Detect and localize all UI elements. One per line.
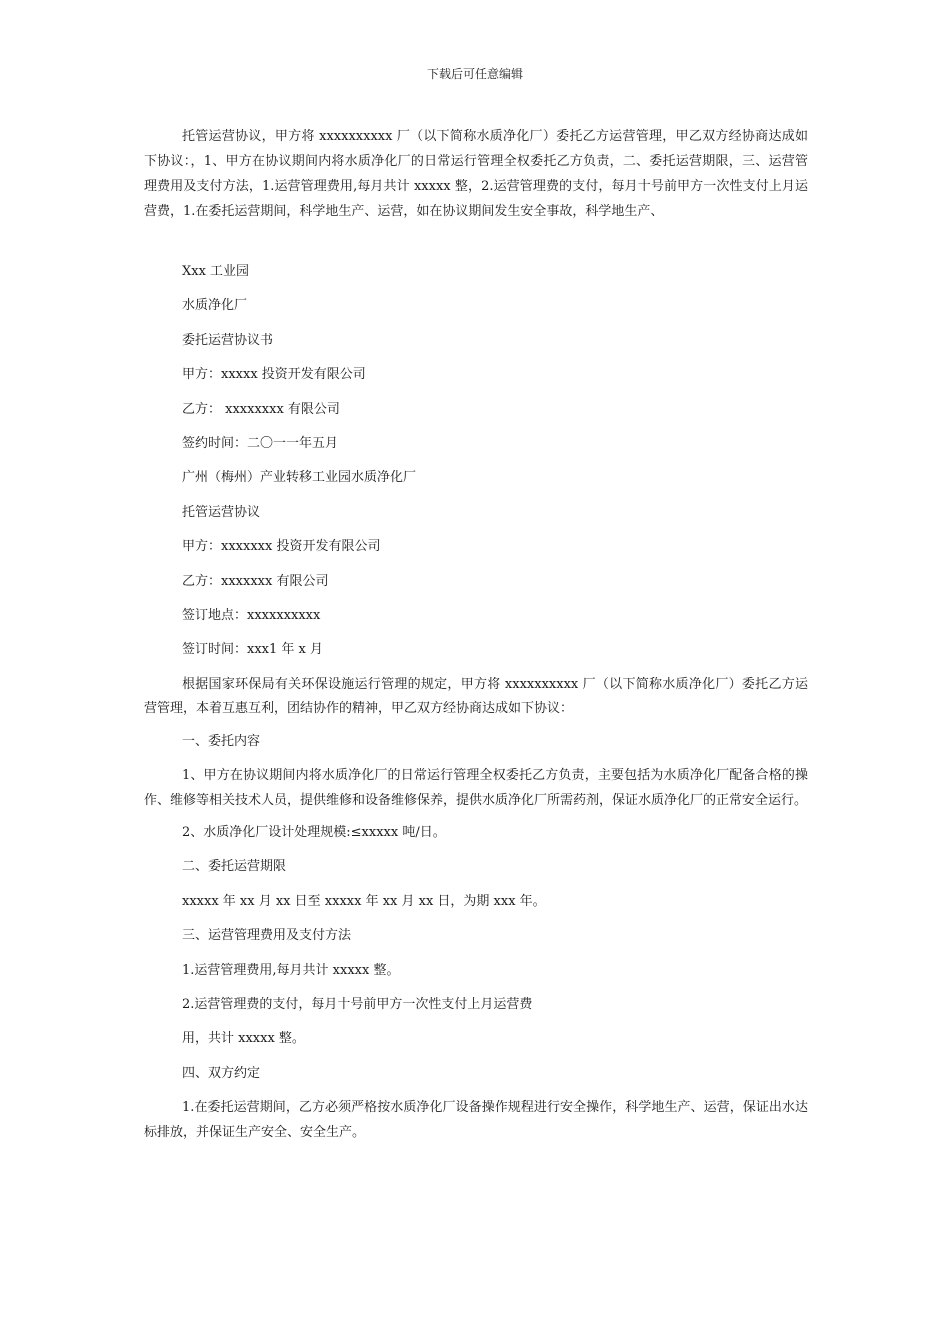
intro-summary: 托管运营协议，甲方将 xxxxxxxxxx 厂（以下简称水质净化厂）委托乙方运营管理，甲乙双方经协商达成如下协议：，1、甲方在协议期间内将水质净化厂的日常运行管理全权委托乙方负责，二、委托运营期限，三、运营管理费用及支付方法，1.运营管理费用,每月共计 xxxxx 整，2.运营管理费的支付，每月十号前甲方一次性支付上月运营费，1.在委托运营期间，科学地生产、运营，如在协议期间发生安全事故，科学地生产、 — [144, 129, 808, 219]
cover-sign-time: 签约时间：二〇一一年五月 — [182, 435, 339, 451]
document-body — [144, 124, 808, 1155]
section-1-clause-1: 1、甲方在协议期间内将水质净化厂的日常运行管理全权委托乙方负责，主要包括为水质净化厂配备合格的操作、维修等相关技术人员，提供维修和设备维修保养，提供水质净化厂所需药剂，保证水质净化厂的正常安全运行。 — [144, 768, 808, 808]
agreement-title: 托管运营协议 — [182, 504, 261, 520]
page-header: 下载后可任意编辑 — [426, 67, 523, 81]
section-3-clause-2: 2.运营管理费的支付，每月十号前甲方一次性支付上月运营费 — [182, 997, 533, 1013]
section-3-clause-2-cont: 用，共计 xxxxx 整。 — [182, 1031, 305, 1047]
cover-party-a: 甲方：xxxxx 投资开发有限公司 — [182, 367, 366, 383]
cover-park: Xxx 工业园 — [182, 264, 250, 279]
agreement-party-a: 甲方：xxxxxxx 投资开发有限公司 — [182, 539, 381, 555]
agreement-sign-time: 签订时间：xxx1 年 x 月 — [182, 642, 323, 658]
section-2-title: 二、委托运营期限 — [182, 859, 287, 875]
preamble-paragraph: 根据国家环保局有关环保设施运行管理的规定，甲方将 xxxxxxxxxx 厂（以下简称水质净化厂）委托乙方运营管理，本着互惠互利，团结协作的精神，甲乙双方经协商达成如下协议： — [144, 676, 808, 717]
cover-party-b: 乙方： xxxxxxxx 有限公司 — [182, 401, 340, 417]
section-3-clause-1: 1.运营管理费用,每月共计 xxxxx 整。 — [182, 962, 400, 978]
section-3-title: 三、运营管理费用及支付方法 — [182, 928, 352, 944]
section-1-clause-2: 2、水质净化厂设计处理规模:≤xxxxx 吨/日。 — [182, 825, 446, 841]
agreement-party-b: 乙方：xxxxxxx 有限公司 — [182, 573, 329, 589]
agreement-sign-place: 签订地点：xxxxxxxxxx — [182, 607, 321, 623]
section-1-title: 一、委托内容 — [182, 733, 261, 749]
section-4-clause-1: 1.在委托运营期间，乙方必须严格按水质净化厂设备操作规程进行安全操作，科学地生产、运营，保证出水达标排放，并保证生产安全、安全生产。 — [144, 1100, 808, 1140]
section-2-clause-1: xxxxx 年 xx 月 xx 日至 xxxxx 年 xx 月 xx 日，为期 xxx 年。 — [182, 893, 546, 909]
cover-plant: 水质净化厂 — [182, 298, 248, 314]
section-4-title: 四、双方约定 — [182, 1065, 261, 1081]
cover-title: 委托运营协议书 — [182, 332, 274, 348]
agreement-org: 广州（梅州）产业转移工业园水质净化厂 — [182, 470, 417, 486]
